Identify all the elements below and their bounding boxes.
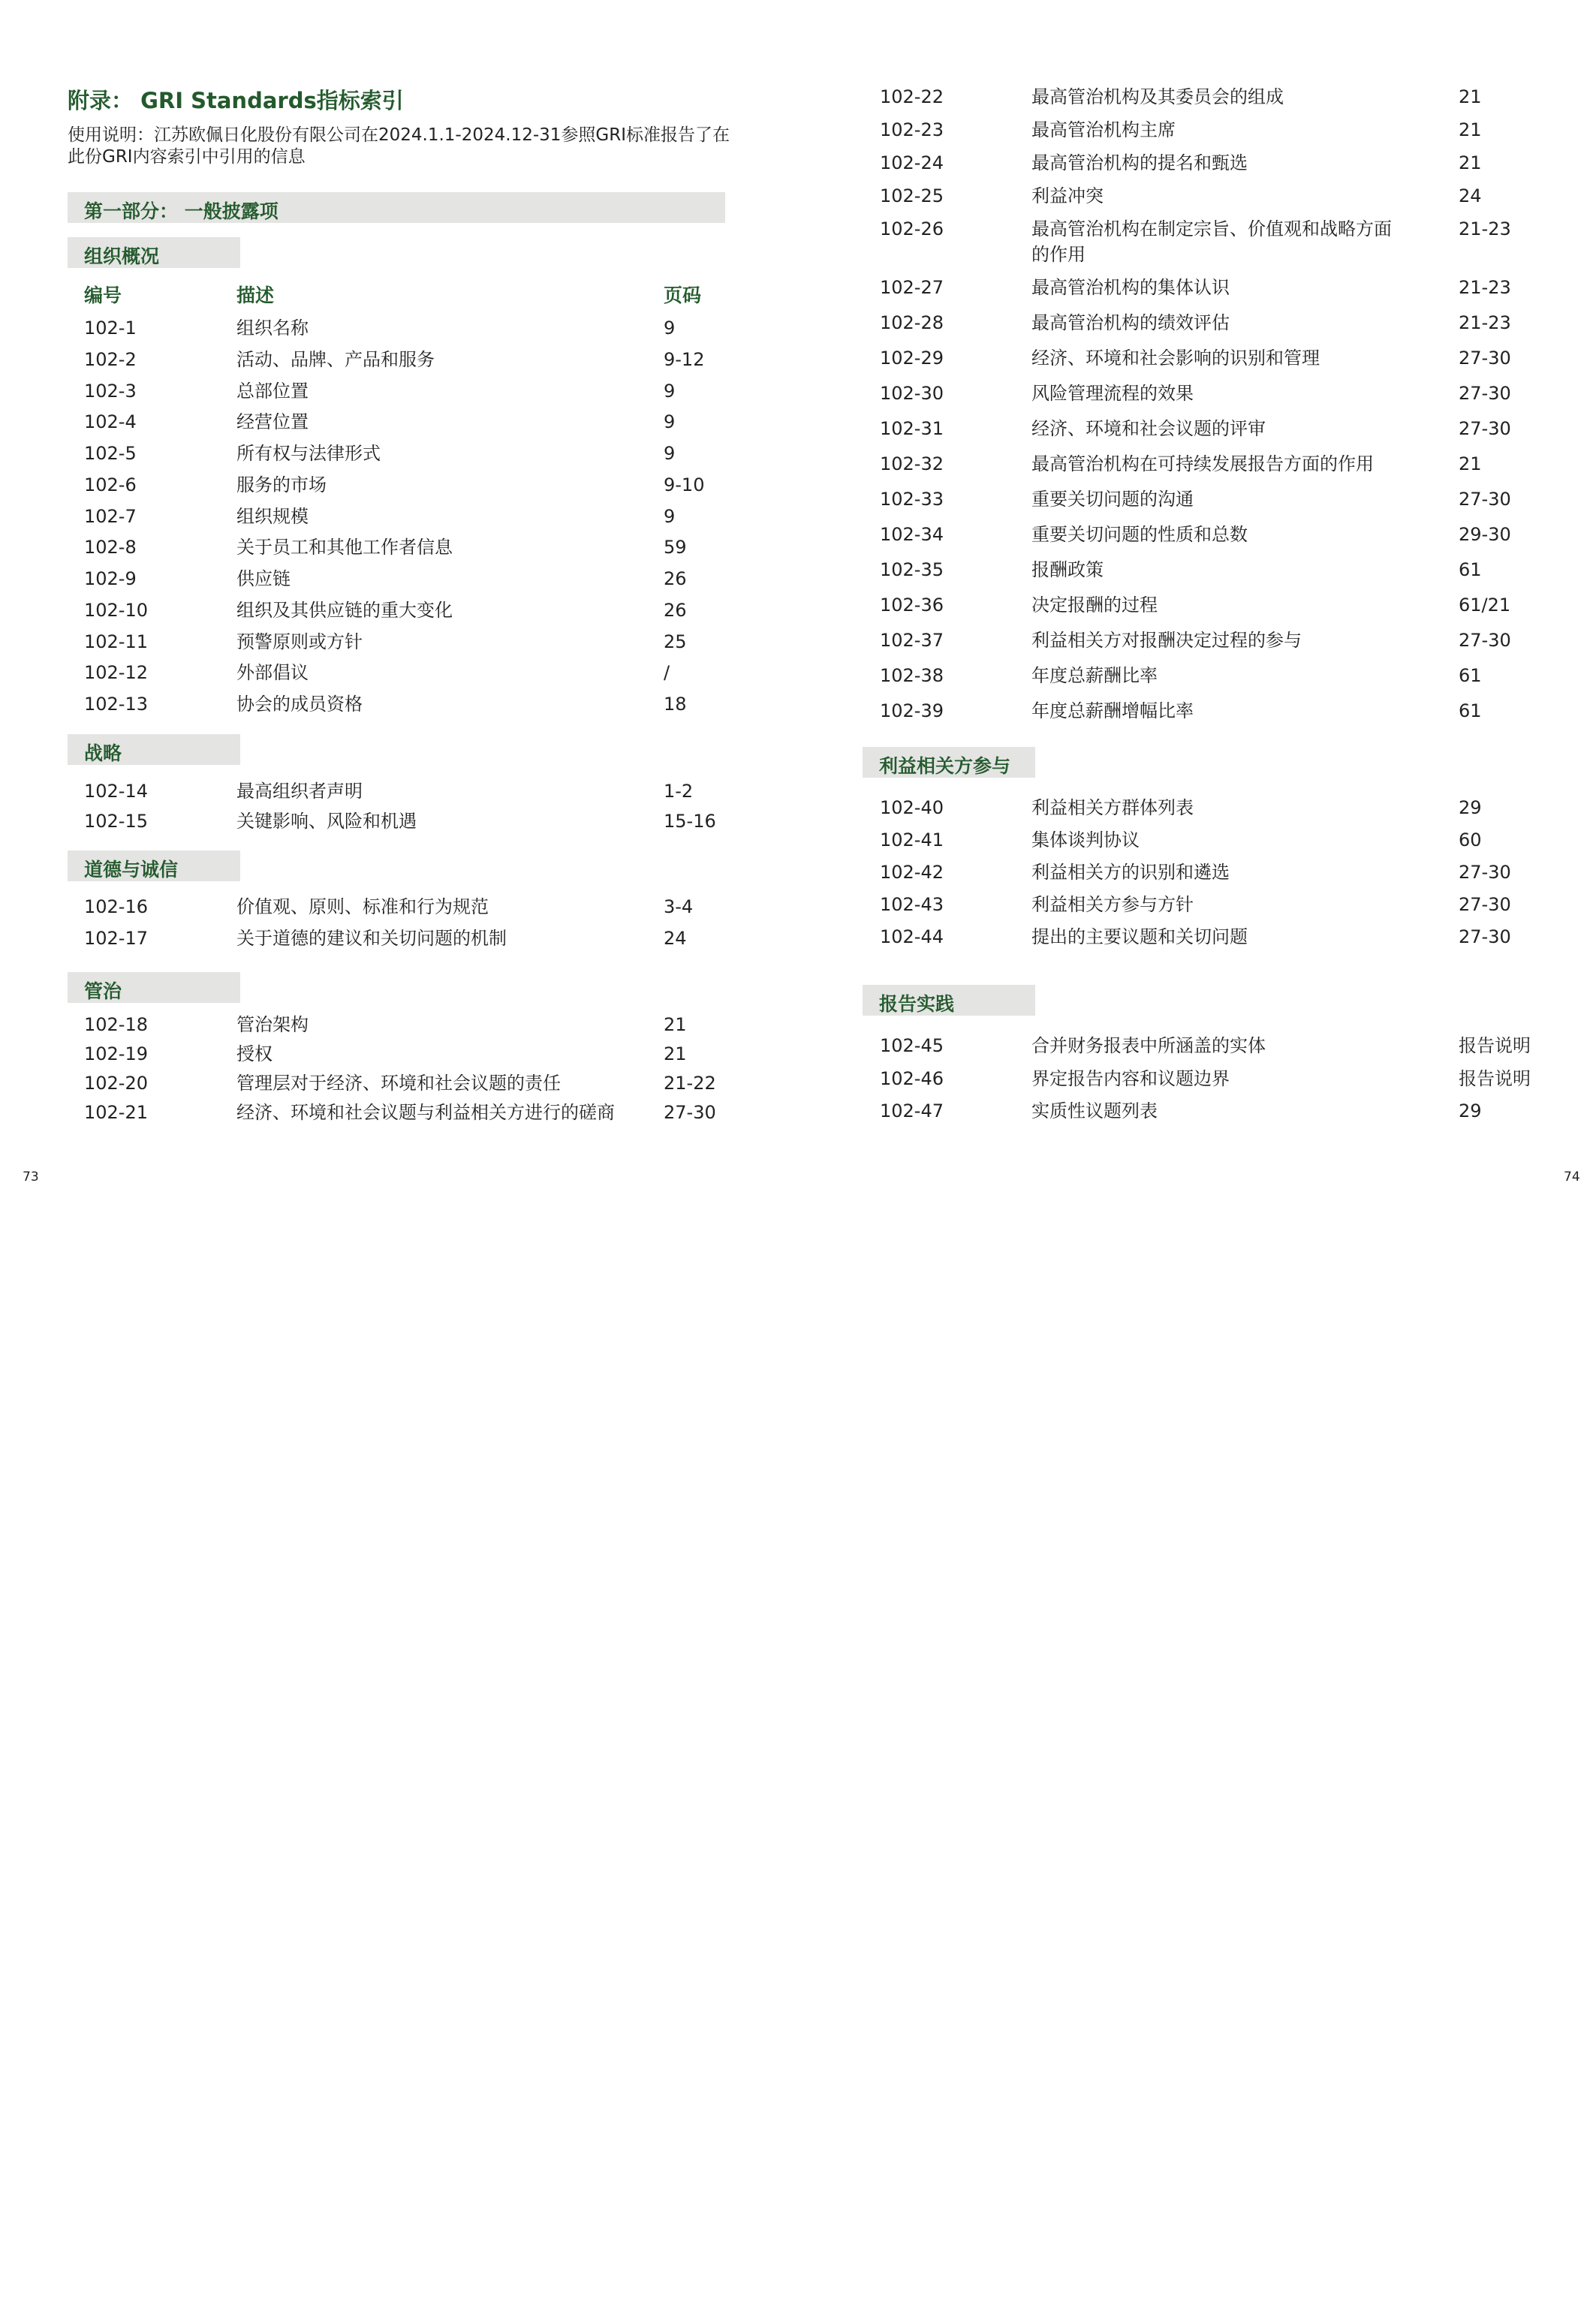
cell-desc: 管治架构 (236, 1014, 309, 1035)
cell-code: 102-1 (84, 318, 137, 339)
cell-page: 21-23 (1459, 218, 1511, 239)
cell-page: 27-30 (1459, 894, 1511, 915)
header-desc: 描述 (236, 284, 275, 306)
cell-desc: 最高组织者声明 (236, 781, 363, 802)
table-row (798, 150, 1596, 176)
cell-desc: 服务的市场 (236, 474, 327, 495)
section-ethics (68, 850, 240, 881)
cell-page: 27-30 (1459, 418, 1511, 439)
cell-desc: 集体谈判协议 (1031, 829, 1140, 850)
table-row (798, 451, 1596, 477)
cell-desc: 外部倡议 (236, 662, 309, 683)
cell-page: 24 (664, 928, 687, 949)
table-row (798, 628, 1596, 653)
cell-code: 102-22 (880, 86, 944, 107)
table-row (798, 486, 1596, 512)
cell-desc: 最高管治机构的集体认识 (1031, 277, 1230, 298)
table-row (798, 381, 1596, 406)
table-row (798, 795, 1596, 820)
left-page (0, 0, 798, 1197)
cell-desc: 最高管治机构在可持续发展报告方面的作用 (1031, 453, 1374, 474)
page-title: 附录： GRI Standards指标索引 (68, 88, 404, 113)
cell-page: 3-4 (664, 896, 694, 917)
table-row (0, 504, 798, 529)
cell-desc: 最高管治机构及其委员会的组成 (1031, 86, 1284, 107)
cell-desc: 利益冲突 (1031, 185, 1104, 206)
cell-page: 27-30 (1459, 348, 1511, 369)
table-row (798, 216, 1596, 265)
cell-page: 15-16 (664, 811, 716, 832)
section-reporting (863, 985, 1035, 1016)
cell-code: 102-18 (84, 1014, 149, 1035)
cell-page: 21 (664, 1014, 687, 1035)
cell-page: 21 (1459, 119, 1482, 140)
cell-page: 9 (664, 506, 676, 527)
section-strategy (68, 734, 240, 765)
table-row (798, 557, 1596, 583)
table-row (0, 598, 798, 623)
table-row (798, 84, 1596, 110)
cell-page: 1-2 (664, 781, 694, 802)
cell-desc: 重要关切问题的性质和总数 (1031, 524, 1248, 545)
header-page: 页码 (664, 284, 702, 306)
cell-page: 21-22 (664, 1073, 716, 1094)
cell-page: 21 (1459, 453, 1482, 474)
table-row (798, 663, 1596, 688)
table-row (0, 534, 798, 560)
cell-page: 27-30 (1459, 383, 1511, 404)
table-row (0, 315, 798, 341)
table-row (798, 275, 1596, 300)
cell-page: 59 (664, 537, 687, 558)
cell-desc: 预警原则或方针 (236, 631, 363, 652)
cell-page: 27-30 (1459, 489, 1511, 510)
cell-page: 61 (1459, 559, 1482, 580)
cell-code: 102-17 (84, 928, 149, 949)
page-number-left: 73 (23, 1170, 39, 1185)
cell-code: 102-47 (880, 1100, 944, 1121)
table-row (0, 566, 798, 592)
table-row (0, 1012, 798, 1037)
cell-page: 27-30 (664, 1102, 716, 1123)
table-row (798, 117, 1596, 143)
cell-desc: 提出的主要议题和关切问题 (1031, 926, 1248, 947)
cell-desc: 利益相关方对报酬决定过程的参与 (1031, 630, 1302, 651)
table-row (798, 522, 1596, 547)
cell-code: 102-42 (880, 862, 944, 883)
table-row (798, 892, 1596, 917)
cell-code: 102-25 (880, 185, 944, 206)
table-row (798, 345, 1596, 371)
cell-code: 102-6 (84, 474, 137, 495)
cell-code: 102-19 (84, 1043, 149, 1064)
section-governance (68, 972, 240, 1003)
section-org-overview (68, 237, 240, 268)
part-one-title: 第一部分： 一般披露项 (84, 200, 279, 222)
cell-code: 102-31 (880, 418, 944, 439)
cell-code: 102-26 (880, 218, 944, 239)
table-row (798, 698, 1596, 724)
cell-desc: 经济、环境和社会议题与利益相关方进行的磋商 (236, 1102, 615, 1123)
cell-page: 21-23 (1459, 312, 1511, 333)
section-stakeholder-title: 利益相关方参与 (879, 755, 1011, 777)
table-row (0, 1100, 798, 1125)
table-row (798, 827, 1596, 853)
cell-page: 29 (1459, 1100, 1482, 1121)
table-row (0, 691, 798, 717)
table-row (0, 808, 798, 834)
cell-code: 102-46 (880, 1068, 944, 1089)
cell-code: 102-28 (880, 312, 944, 333)
cell-desc: 经营位置 (236, 411, 309, 432)
section-org-title: 组织概况 (84, 245, 160, 267)
table-row (798, 1066, 1596, 1091)
cell-code: 102-15 (84, 811, 149, 832)
cell-desc: 授权 (236, 1043, 273, 1064)
cell-page: 9 (664, 318, 676, 339)
cell-desc: 决定报酬的过程 (1031, 595, 1158, 616)
cell-code: 102-23 (880, 119, 944, 140)
cell-page: 24 (1459, 185, 1482, 206)
table-row (0, 1070, 798, 1096)
cell-code: 102-2 (84, 349, 137, 370)
section-stakeholder (863, 747, 1035, 778)
table-row (798, 859, 1596, 885)
table-row (0, 441, 798, 466)
cell-desc: 关于员工和其他工作者信息 (236, 537, 453, 558)
cell-code: 102-35 (880, 559, 944, 580)
cell-desc: 经济、环境和社会影响的识别和管理 (1031, 348, 1320, 369)
table-row (0, 926, 798, 951)
cell-code: 102-10 (84, 600, 149, 621)
cell-code: 102-8 (84, 537, 137, 558)
cell-code: 102-9 (84, 568, 137, 589)
cell-code: 102-3 (84, 381, 137, 402)
cell-code: 102-5 (84, 443, 137, 464)
table-row (0, 894, 798, 920)
section-governance-title: 管治 (84, 980, 122, 1002)
cell-code: 102-7 (84, 506, 137, 527)
cell-page: 27-30 (1459, 630, 1511, 651)
cell-desc: 年度总薪酬比率 (1031, 665, 1158, 686)
cell-code: 102-33 (880, 489, 944, 510)
cell-code: 102-12 (84, 662, 149, 683)
cell-page: 9 (664, 443, 676, 464)
cell-code: 102-16 (84, 896, 149, 917)
cell-desc: 关键影响、风险和机遇 (236, 811, 417, 832)
cell-page: 25 (664, 631, 687, 652)
cell-desc: 最高管治机构的绩效评估 (1031, 312, 1230, 333)
table-row (798, 592, 1596, 618)
cell-desc: 管理层对于经济、环境和社会议题的责任 (236, 1073, 561, 1094)
table-row (0, 660, 798, 685)
cell-code: 102-24 (880, 152, 944, 173)
cell-code: 102-37 (880, 630, 944, 651)
cell-desc: 组织规模 (236, 506, 309, 527)
table-row (0, 378, 798, 404)
cell-desc: 关于道德的建议和关切问题的机制 (236, 928, 507, 949)
right-page (798, 0, 1596, 1197)
section-reporting-title: 报告实践 (879, 993, 955, 1015)
cell-page: 61 (1459, 700, 1482, 721)
cell-code: 102-30 (880, 383, 944, 404)
cell-code: 102-45 (880, 1035, 944, 1056)
cell-page: 9 (664, 411, 676, 432)
part-one-banner (68, 192, 725, 223)
cell-desc: 总部位置 (236, 381, 309, 402)
cell-page: 27-30 (1459, 862, 1511, 883)
cell-desc: 价值观、原则、标准和行为规范 (236, 896, 489, 917)
cell-page: 9 (664, 381, 676, 402)
cell-desc: 经济、环境和社会议题的评审 (1031, 418, 1266, 439)
cell-page: 29 (1459, 797, 1482, 818)
cell-desc: 实质性议题列表 (1031, 1100, 1158, 1121)
cell-code: 102-38 (880, 665, 944, 686)
cell-code: 102-13 (84, 694, 149, 715)
table-row (798, 310, 1596, 336)
cell-desc: 组织名称 (236, 318, 309, 339)
cell-desc: 最高管治机构在制定宗旨、价值观和战略方面的作用 (1031, 218, 1392, 265)
table-row (798, 183, 1596, 209)
table-row (798, 416, 1596, 441)
cell-desc: 重要关切问题的沟通 (1031, 489, 1194, 510)
cell-code: 102-36 (880, 595, 944, 616)
cell-code: 102-39 (880, 700, 944, 721)
cell-desc: 活动、品牌、产品和服务 (236, 349, 435, 370)
cell-code: 102-27 (880, 277, 944, 298)
cell-desc: 合并财务报表中所涵盖的实体 (1031, 1035, 1266, 1056)
cell-code: 102-4 (84, 411, 137, 432)
table-row (0, 1041, 798, 1067)
cell-page: 21 (664, 1043, 687, 1064)
cell-code: 102-44 (880, 926, 944, 947)
cell-page: 27-30 (1459, 926, 1511, 947)
cell-desc: 利益相关方群体列表 (1031, 797, 1194, 818)
cell-code: 102-40 (880, 797, 944, 818)
cell-page: 报告说明 (1459, 1068, 1531, 1089)
cell-page: 26 (664, 568, 687, 589)
cell-page: 29-30 (1459, 524, 1511, 545)
cell-page: 21 (1459, 86, 1482, 107)
cell-desc: 最高管治机构主席 (1031, 119, 1176, 140)
table-row (0, 409, 798, 435)
cell-desc: 最高管治机构的提名和甄选 (1031, 152, 1248, 173)
cell-code: 102-14 (84, 781, 149, 802)
table-row (0, 347, 798, 372)
cell-page: 9-10 (664, 474, 705, 495)
cell-page: / (664, 662, 670, 683)
cell-code: 102-32 (880, 453, 944, 474)
cell-page: 报告说明 (1459, 1035, 1531, 1056)
cell-page: 9-12 (664, 349, 705, 370)
table-row (798, 1098, 1596, 1124)
table-row (798, 1033, 1596, 1058)
cell-page: 61 (1459, 665, 1482, 686)
cell-code: 102-43 (880, 894, 944, 915)
cell-code: 102-34 (880, 524, 944, 545)
table-row (0, 778, 798, 804)
cell-page: 60 (1459, 829, 1482, 850)
cell-desc: 组织及其供应链的重大变化 (236, 600, 453, 621)
cell-code: 102-41 (880, 829, 944, 850)
cell-page: 26 (664, 600, 687, 621)
cell-desc: 风险管理流程的效果 (1031, 383, 1194, 404)
cell-code: 102-21 (84, 1102, 149, 1123)
cell-desc: 年度总薪酬增幅比率 (1031, 700, 1194, 721)
section-ethics-title: 道德与诚信 (84, 859, 179, 881)
cell-page: 21-23 (1459, 277, 1511, 298)
header-code: 编号 (84, 284, 122, 306)
cell-desc: 报酬政策 (1031, 559, 1104, 580)
cell-page: 18 (664, 694, 687, 715)
table-row (798, 924, 1596, 950)
cell-desc: 所有权与法律形式 (236, 443, 381, 464)
cell-code: 102-11 (84, 631, 149, 652)
cell-page: 61/21 (1459, 595, 1511, 616)
usage-note: 使用说明：江苏欧佩日化股份有限公司在2024.1.1-2024.12-31参照GRI标准报告了在此份GRI内容索引中引用的信息 (68, 125, 730, 167)
cell-page: 21 (1459, 152, 1482, 173)
cell-desc: 利益相关方参与方针 (1031, 894, 1194, 915)
section-strategy-title: 战略 (84, 742, 122, 764)
cell-desc: 界定报告内容和议题边界 (1031, 1068, 1230, 1089)
table-row (0, 629, 798, 655)
cell-desc: 利益相关方的识别和遴选 (1031, 862, 1230, 883)
cell-desc: 协会的成员资格 (236, 694, 363, 715)
page-number-right: 74 (1564, 1170, 1580, 1185)
table-row (0, 472, 798, 498)
cell-desc: 供应链 (236, 568, 291, 589)
cell-code: 102-20 (84, 1073, 149, 1094)
cell-code: 102-29 (880, 348, 944, 369)
